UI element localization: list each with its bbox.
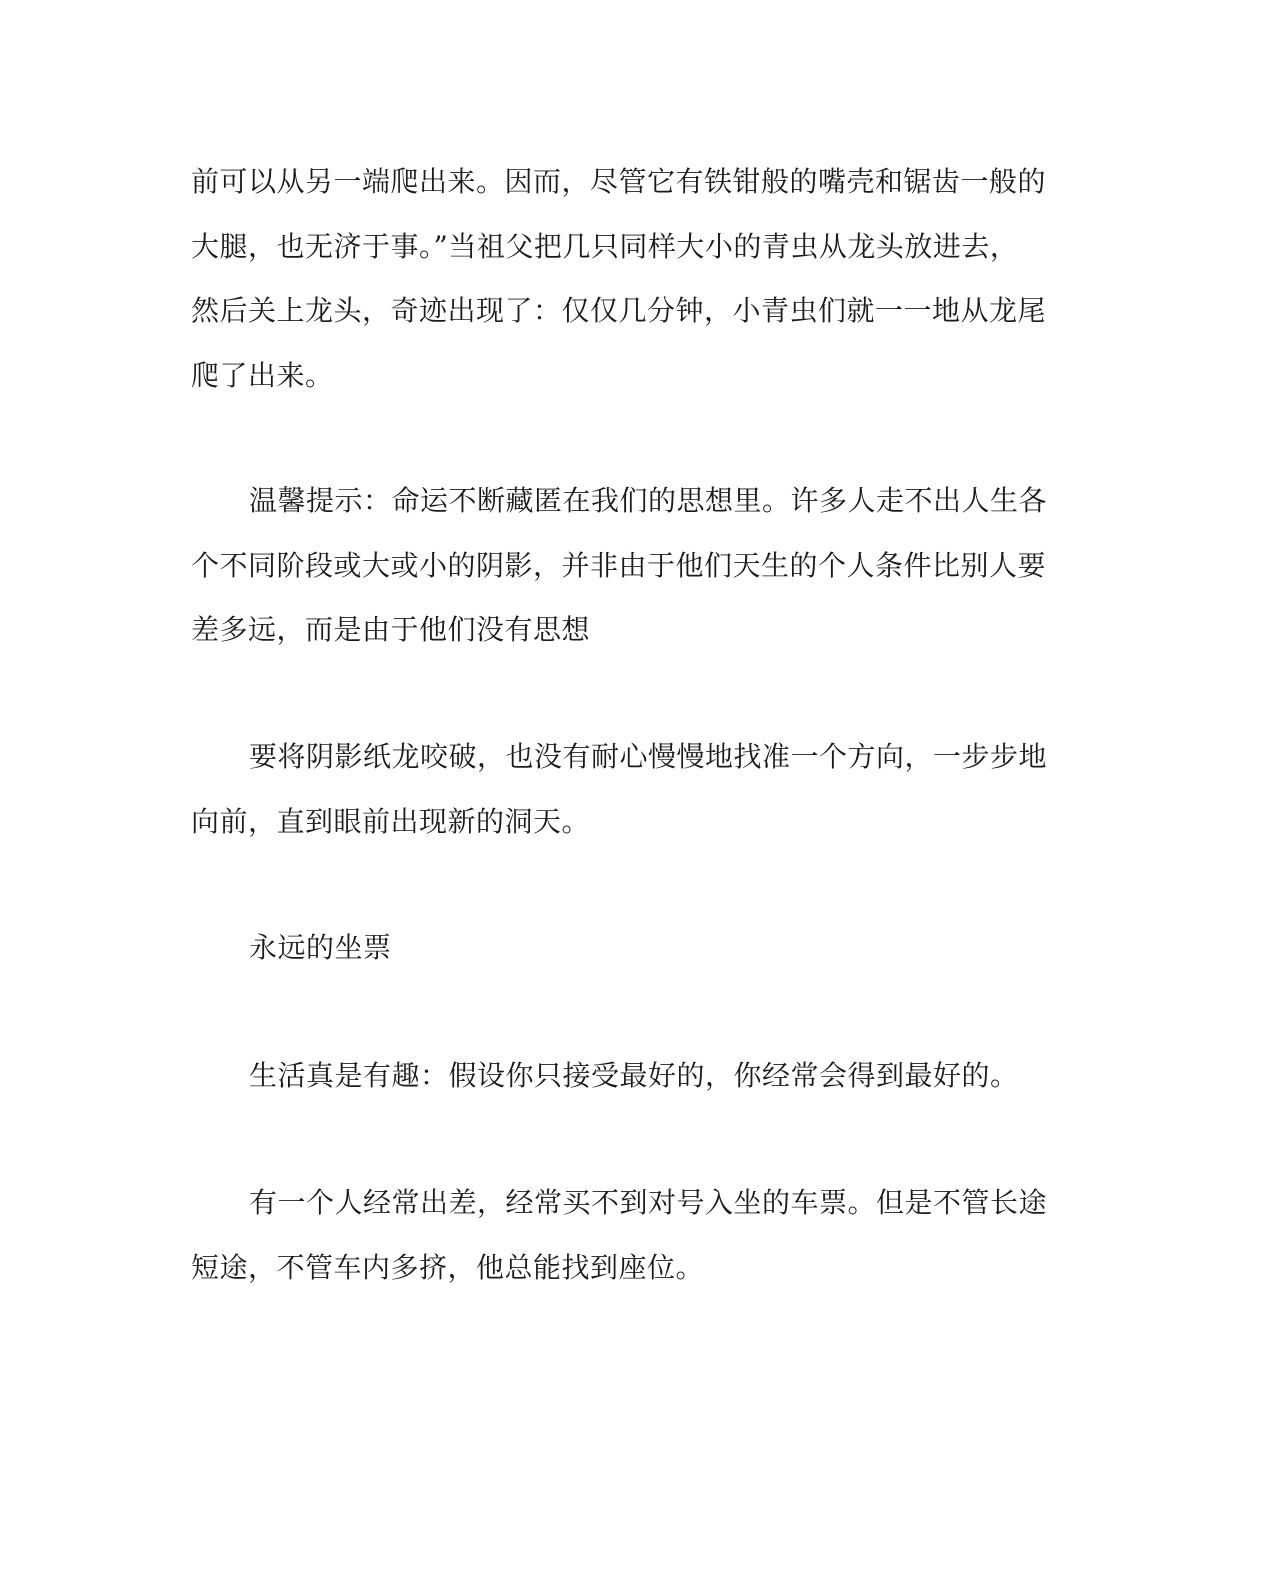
paragraph-life-interesting <box>191 1044 1071 1109</box>
text-line: 有一个人经常出差，经常买不到对号入坐的车票。但是不管长途 <box>249 1186 1048 1219</box>
text-line: 要将阴影纸龙咬破，也没有耐心慢慢地找准一个方向，一步步地 <box>249 740 1048 773</box>
text-line: 个不同阶段或大或小的阴影，并非由于他们天生的个人条件比别人要 <box>191 548 1047 582</box>
text-line: 短途，不管车内多挤，他总能找到座位。 <box>191 1250 705 1284</box>
text-line: 温馨提示：命运不断藏匿在我们的思想里。许多人走不出人生各 <box>249 484 1048 517</box>
section-title <box>191 916 1071 981</box>
paragraph-traveler-story <box>191 1171 1071 1300</box>
paragraph-warm-tip <box>191 469 1071 663</box>
text-line: 向前，直到眼前出现新的洞天。 <box>191 804 591 838</box>
text-line: 然后关上龙头，奇迹出现了：仅仅几分钟，小青虫们就一一地从龙尾 <box>191 294 1047 327</box>
text-line: 大腿，也无济于事。”当祖父把几只同样大小的青虫从龙头放进去， <box>191 229 1019 263</box>
paragraph-warm-tip-continued <box>191 725 1071 854</box>
text-line: 前可以从另一端爬出来。因而，尽管它有铁钳般的嘴壳和锯齿一般的 <box>191 165 1047 198</box>
section-title-text: 永远的坐票 <box>249 931 392 964</box>
paragraph-story-continued <box>191 150 1071 408</box>
text-line: 差多远，而是由于他们没有思想 <box>191 613 591 646</box>
text-line: 爬了出来。 <box>191 358 334 392</box>
text-line: 生活真是有趣：假设你只接受最好的，你经常会得到最好的。 <box>249 1059 1019 1092</box>
